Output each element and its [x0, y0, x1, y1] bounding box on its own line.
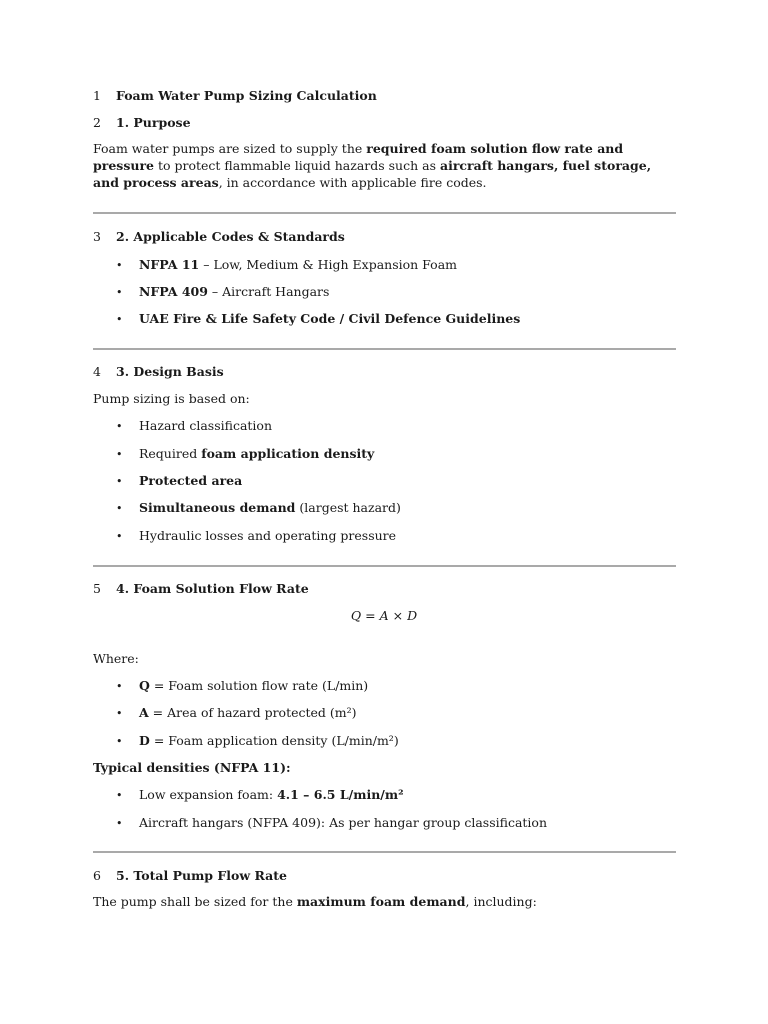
bold-run: UAE Fire & Life Safety Code / Civil Defence Guidelines	[139, 311, 521, 326]
where-label: Where:	[93, 651, 139, 666]
bullet-icon: •	[116, 530, 123, 543]
section-divider	[93, 212, 676, 214]
list-item	[116, 527, 396, 545]
total-flow-paragraph	[93, 893, 653, 910]
list-item	[116, 704, 357, 722]
bullet-icon: •	[116, 789, 123, 802]
text-run: Hydraulic losses and operating pressure	[139, 528, 397, 543]
bullet-icon: •	[116, 448, 123, 461]
list-item	[116, 256, 457, 274]
bullet-icon: •	[116, 286, 123, 299]
densities-heading: Typical densities (NFPA 11):	[93, 760, 291, 775]
list-item	[116, 472, 242, 490]
text-run: The pump shall be sized for the	[93, 894, 297, 909]
bold-run: maximum foam demand	[296, 894, 466, 909]
list-item	[116, 677, 368, 695]
bullet-icon: •	[116, 420, 123, 433]
bold-run: D	[139, 733, 150, 748]
list-item	[116, 499, 401, 517]
bullet-icon: •	[116, 735, 123, 748]
bold-run: Q	[139, 678, 150, 693]
section-number: 6	[93, 868, 101, 883]
bullet-icon: •	[116, 707, 123, 720]
text-run: Low expansion foam:	[139, 787, 278, 802]
section-title: Foam Water Pump Sizing Calculation	[116, 88, 377, 103]
formula-equals: =	[365, 608, 376, 623]
section-title: 2. Applicable Codes & Standards	[116, 229, 345, 244]
bold-run: foam application density	[201, 446, 375, 461]
text-run: Required	[139, 446, 202, 461]
text-run: = Foam application density (L/min/m²)	[149, 733, 399, 748]
bold-run: Protected area	[139, 473, 243, 488]
section-heading	[93, 114, 191, 131]
section-title: 5. Total Pump Flow Rate	[116, 868, 287, 883]
list-item	[116, 417, 272, 435]
section-divider	[93, 565, 676, 567]
text-run: Hazard classification	[139, 418, 273, 433]
bold-run: aircraft hangars, fuel storage, and process areas	[93, 158, 652, 190]
section-number: 5	[93, 581, 101, 596]
flow-rate-formula	[0, 607, 768, 624]
text-run: , in accordance with applicable fire codes.	[218, 175, 487, 190]
list-item	[116, 786, 404, 804]
bold-run: NFPA 11	[139, 257, 200, 272]
purpose-paragraph	[93, 140, 653, 191]
section-heading	[93, 867, 287, 884]
section-title: 1. Purpose	[116, 115, 191, 130]
list-item	[116, 283, 329, 301]
list-item	[116, 732, 399, 750]
section-title: 4. Foam Solution Flow Rate	[116, 581, 309, 596]
formula-times: ×	[392, 608, 404, 623]
bold-run: Simultaneous demand	[139, 500, 296, 515]
text-run: to protect flammable liquid hazards such as	[153, 158, 440, 173]
section-number: 3	[93, 229, 101, 244]
section-heading	[93, 580, 309, 597]
bold-run: A	[139, 705, 149, 720]
bullet-icon: •	[116, 680, 123, 693]
design-basis-intro: Pump sizing is based on:	[93, 391, 250, 406]
text-run: = Foam solution flow rate (L/min)	[149, 678, 369, 693]
bullet-icon: •	[116, 817, 123, 830]
bold-run: required foam solution flow rate and pressure	[93, 141, 624, 173]
text-run: (largest hazard)	[295, 500, 401, 515]
text-run: Aircraft hangars (NFPA 409): As per hangar group classification	[139, 815, 548, 830]
section-number: 4	[93, 364, 101, 379]
list-item	[116, 310, 520, 328]
text-run: = Area of hazard protected (m²)	[148, 705, 357, 720]
section-number: 2	[93, 115, 101, 130]
text-run: – Low, Medium & High Expansion Foam	[199, 257, 457, 272]
formula-q: Q	[350, 608, 362, 623]
section-divider	[93, 348, 676, 350]
list-item	[116, 814, 547, 832]
formula-a: A	[379, 608, 389, 623]
section-heading	[93, 87, 377, 104]
bold-run: 4.1 – 6.5 L/min/m²	[277, 787, 404, 802]
section-heading	[93, 228, 345, 245]
section-heading	[93, 363, 224, 380]
bullet-icon: •	[116, 259, 123, 272]
text-run: Foam water pumps are sized to supply the	[93, 141, 367, 156]
list-item	[116, 445, 374, 463]
formula-d: D	[407, 608, 418, 623]
bullet-icon: •	[116, 475, 123, 488]
section-title: 3. Design Basis	[116, 364, 224, 379]
text-run: , including:	[465, 894, 537, 909]
section-divider	[93, 851, 676, 853]
bullet-icon: •	[116, 313, 123, 326]
text-run: – Aircraft Hangars	[207, 284, 330, 299]
bullet-icon: •	[116, 502, 123, 515]
bold-run: NFPA 409	[139, 284, 208, 299]
section-number: 1	[93, 88, 101, 103]
